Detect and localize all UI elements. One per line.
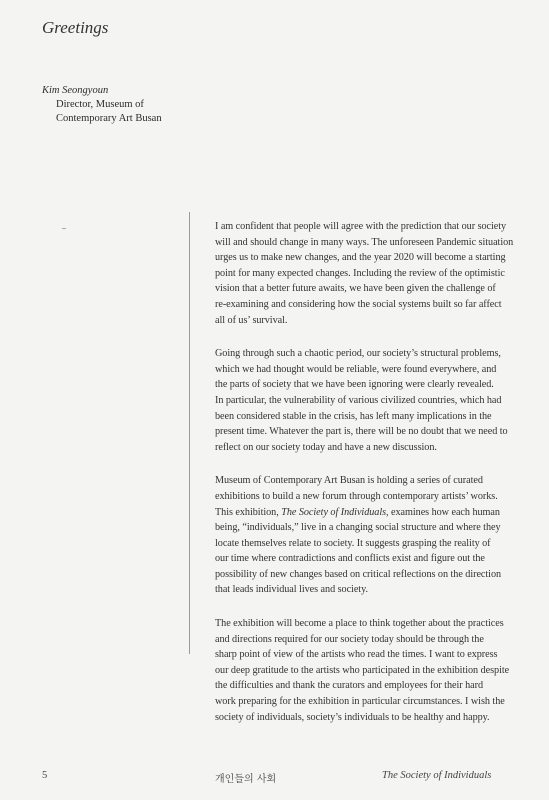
text-line: reflect on our society today and have a new discussion.	[215, 441, 437, 453]
text-line: society of individuals, society’s individuals to be healthy and happy.	[215, 711, 490, 723]
text-line: locate themselves relate to society. It suggests grasping the reality of	[215, 537, 491, 549]
text-line: exhibitions to build a new forum through contemporary artists’ works.	[215, 490, 498, 502]
text-line: Going through such a chaotic period, our society’s structural problems,	[215, 348, 501, 360]
text-line: our time where contradictions and conflicts exist and figure out the	[215, 553, 485, 565]
author-role-line-2: Contemporary Art Busan	[56, 113, 162, 124]
paragraph-4	[215, 616, 537, 725]
paragraph-1	[215, 219, 537, 328]
author-name: Kim Seongyoun	[42, 85, 109, 96]
paragraph-3	[215, 473, 537, 598]
text-line: our deep gratitude to the artists who participated in the exhibition despite	[215, 664, 510, 676]
text-line: re-examining and considering how the social systems built so far affect	[215, 298, 502, 310]
english-running-title: The Society of Individuals	[382, 770, 492, 781]
text-line: urges us to make new changes, and the year 2020 will become a starting	[215, 252, 506, 264]
text-line: work preparing for the exhibition in particular circumstances. I wish the	[215, 696, 505, 708]
text-line-with-title	[215, 505, 537, 521]
text-line: present time. Whatever the part is, there will be no doubt that we need to	[215, 426, 508, 438]
text-line: been considered stable in the crisis, has left many implications in the	[215, 410, 492, 422]
text-line: vision that a better future awaits, we have been given the challenge of	[215, 283, 496, 295]
margin-mark	[62, 228, 66, 229]
text-line: Museum of Contemporary Art Busan is holding a series of curated	[215, 475, 483, 487]
text-fragment: This exhibition,	[215, 506, 282, 518]
paragraph-2	[215, 346, 537, 455]
author-role-line-1: Director, Museum of	[56, 99, 144, 110]
text-line: The exhibition will become a place to think together about the practices	[215, 618, 504, 630]
text-line: will and should change in many ways. The unforeseen Pandemic situation	[215, 236, 514, 248]
text-line: In particular, the vulnerability of various civilized countries, which had	[215, 394, 502, 406]
page-heading: Greetings	[42, 18, 109, 37]
text-line: and directions required for our society today should be through the	[215, 633, 484, 645]
vertical-divider	[189, 212, 190, 654]
text-line: point for many expected changes. Including the review of the optimistic	[215, 267, 505, 279]
korean-running-title: 개인들의 사회	[215, 774, 277, 785]
text-line: that leads individual lives and society.	[215, 584, 368, 596]
text-line: the parts of society that we have been ignoring were clearly revealed.	[215, 379, 494, 391]
letter-body	[215, 219, 537, 743]
text-fragment: , examines how each human	[386, 506, 500, 518]
text-line: possibility of new changes based on critical reflections on the direction	[215, 568, 502, 580]
text-line: all of us’ survival.	[215, 314, 288, 326]
page-number: 5	[42, 770, 48, 781]
text-line: which we had thought would be reliable, were found everywhere, and	[215, 363, 497, 375]
text-line: I am confident that people will agree with the prediction that our society	[215, 221, 507, 232]
text-line: sharp point of view of the artists who read the times. I want to express	[215, 649, 498, 661]
text-line: the difficulties and thank the curators and employees for their hard	[215, 680, 483, 692]
author-block	[42, 84, 162, 126]
exhibition-title: The Society of Individuals	[281, 506, 387, 518]
text-line: being, “individuals,” live in a changing social structure and where they	[215, 522, 501, 534]
